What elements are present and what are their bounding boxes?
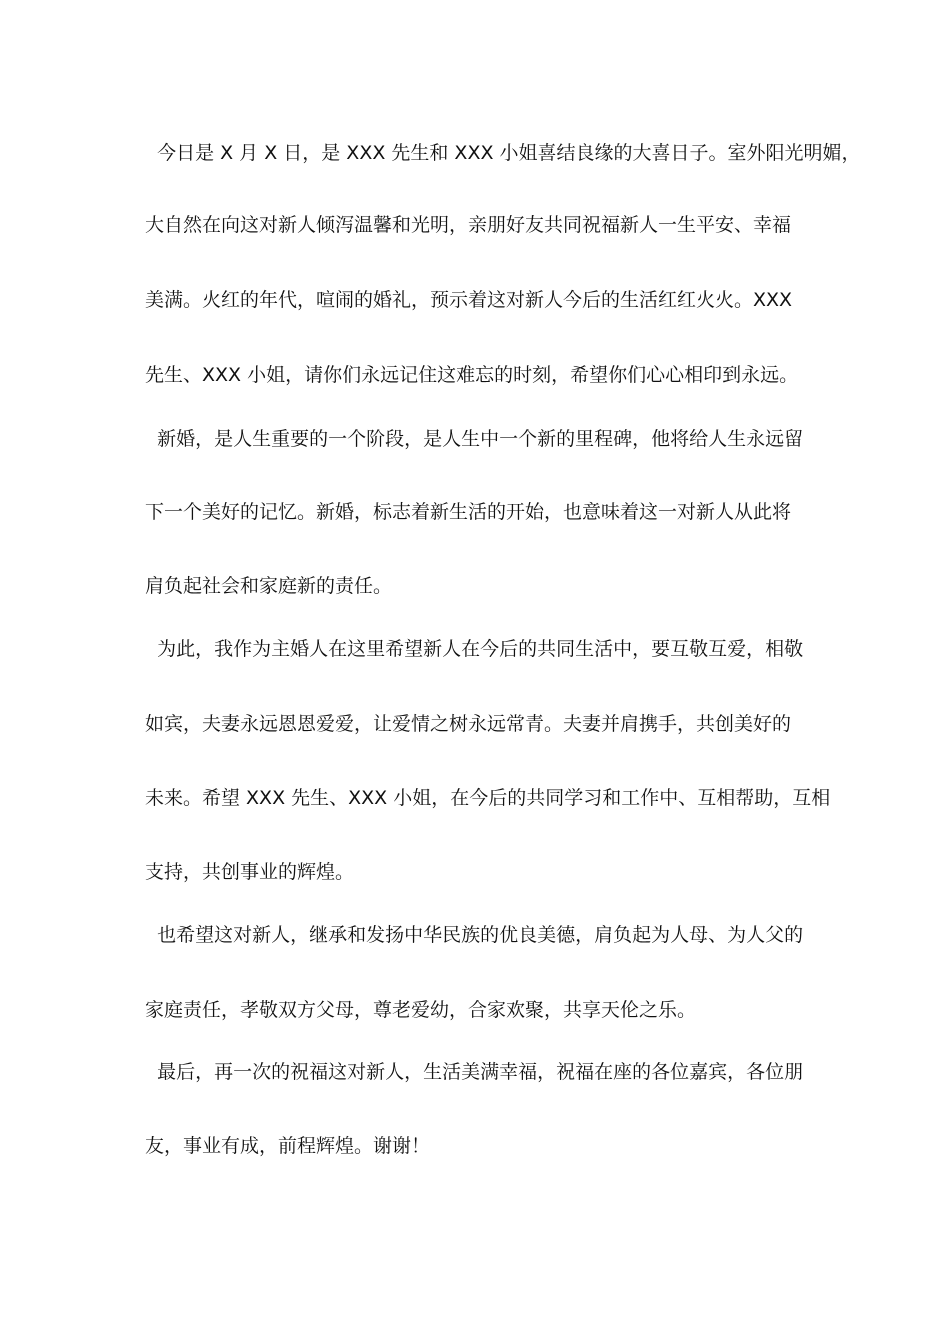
- text-line: 先生、XXX 小姐，请你们永远记住这难忘的时刻，希望你们心心相印到永远。: [145, 364, 799, 386]
- text-line: 为此，我作为主婚人在这里希望新人在今后的共同生活中，要互敬互爱，相敬: [145, 638, 804, 660]
- text-line: 今日是 X 月 X 日，是 XXX 先生和 XXX 小姐喜结良缘的大喜日子。室外阳光明媚，: [145, 142, 861, 164]
- text-line: 支持，共创事业的辉煌。: [145, 861, 355, 883]
- text-line: 友，事业有成，前程辉煌。谢谢！: [145, 1135, 431, 1157]
- text-line: 最后，再一次的祝福这对新人，生活美满幸福，祝福在座的各位嘉宾，各位朋: [145, 1061, 804, 1083]
- text-line: 也希望这对新人，继承和发扬中华民族的优良美德，肩负起为人母、为人父的: [145, 924, 804, 946]
- text-line: 肩负起社会和家庭新的责任。: [145, 575, 393, 597]
- text-line: 下一个美好的记忆。新婚，标志着新生活的开始，也意味着这一对新人从此将: [145, 501, 792, 523]
- text-line: 未来。希望 XXX 先生、XXX 小姐，在今后的共同学习和工作中、互相帮助，互相: [145, 787, 831, 809]
- text-line: 大自然在向这对新人倾泻温馨和光明，亲朋好友共同祝福新人一生平安、幸福: [145, 214, 792, 236]
- text-line: 美满。火红的年代，喧闹的婚礼，预示着这对新人今后的生活红红火火。XXX: [145, 289, 793, 311]
- text-line: 如宾，夫妻永远恩恩爱爱，让爱情之树永远常青。夫妻并肩携手，共创美好的: [145, 713, 792, 735]
- text-line: 家庭责任，孝敬双方父母，尊老爱幼，合家欢聚，共享天伦之乐。: [145, 999, 697, 1021]
- text-line: 新婚，是人生重要的一个阶段，是人生中一个新的里程碑，他将给人生永远留: [145, 428, 804, 450]
